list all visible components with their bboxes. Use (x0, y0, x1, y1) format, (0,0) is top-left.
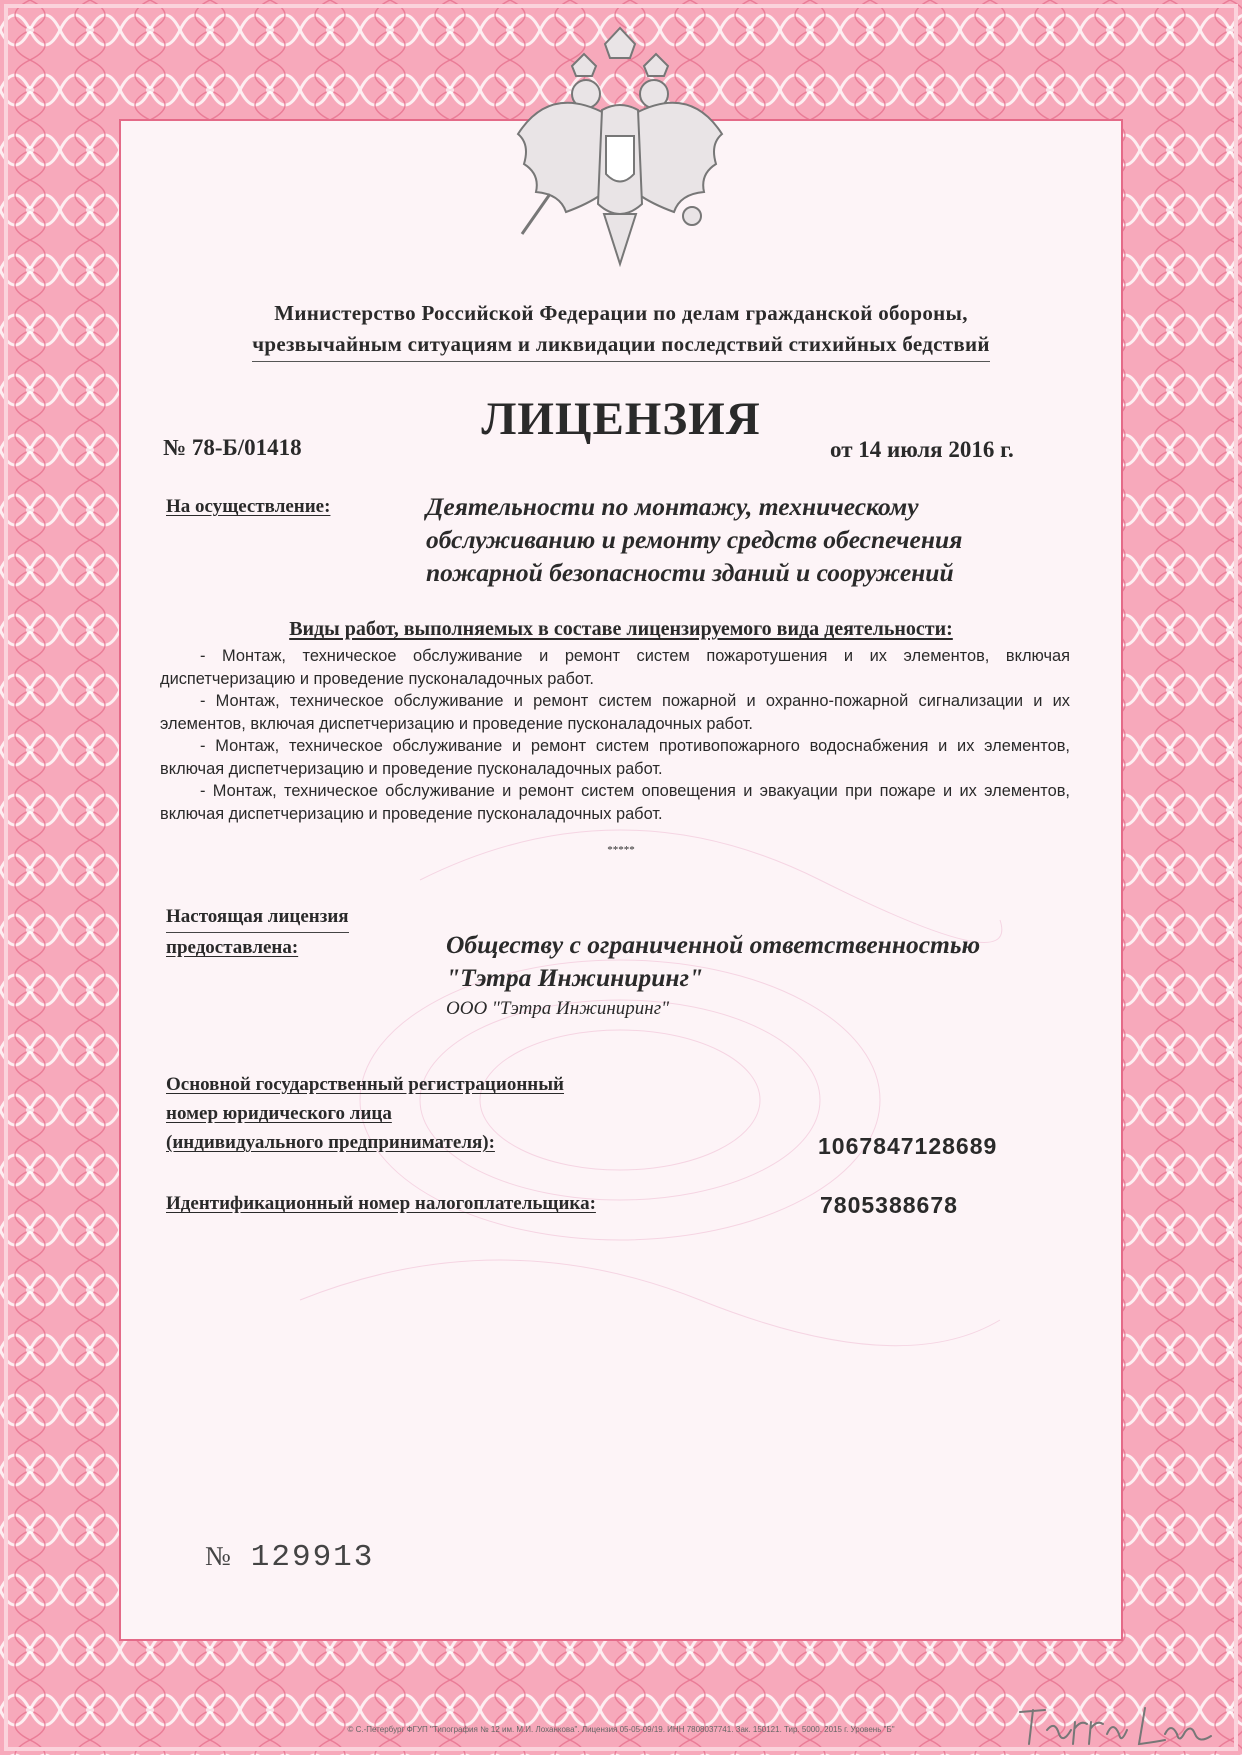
ogrn-label-line-1: Основной государственный регистрационный (166, 1074, 565, 1095)
licensee-name-line-1: Обществу с ограниченной ответственностью (446, 930, 981, 959)
licensee-name-line-2: "Тэтра Инжиниринг" (446, 963, 704, 992)
coat-of-arms-emblem (510, 24, 730, 274)
handwritten-signature (1015, 1700, 1215, 1750)
ogrn-label-line-3: (индивидуального предпринимателя): (166, 1132, 495, 1153)
ogrn-value: 1067847128689 (818, 1133, 998, 1159)
work-item: - Монтаж, техническое обслуживание и ремонт систем противопожарного водоснабжения и их элементов, включая диспетчеризацию и проведение пусконаладочных работ. (160, 737, 1070, 778)
works-heading: Виды работ, выполняемых в составе лицензируемого вида деятельности: (289, 618, 953, 640)
ogrn-label (166, 1070, 564, 1157)
granted-label (166, 902, 349, 963)
document-title: ЛИЦЕНЗИЯ (481, 393, 761, 445)
inn-value: 7805388678 (820, 1192, 958, 1218)
license-number: № 78-Б/01418 (163, 435, 302, 460)
separator-stars: ***** (607, 844, 635, 856)
ogrn-label-line-2: номер юридического лица (166, 1103, 392, 1124)
granted-label-line-1: Настоящая лицензия (166, 902, 349, 933)
ministry-line-2: чрезвычайным ситуациям и ликвидации последствий стихийных бедствий (252, 329, 990, 362)
granted-label-line-2: предоставлена: (166, 937, 299, 958)
activity-line-3: пожарной безопасности зданий и сооружений (426, 558, 954, 587)
activity-description (426, 490, 1086, 589)
activity-line-2: обслуживанию и ремонту средств обеспечения (426, 525, 963, 554)
licensee-name (446, 928, 980, 994)
license-date: от 14 июля 2016 г. (830, 437, 1014, 462)
ministry-line-1: Министерство Российской Федерации по делам гражданской обороны, (274, 301, 968, 325)
work-item: - Монтаж, техническое обслуживание и ремонт систем пожаротушения и их элементов, включая диспетчеризацию и проведение пусконаладочных работ. (160, 647, 1070, 688)
activity-line-1: Деятельности по монтажу, техническому (426, 492, 919, 521)
number-sign: № (205, 1541, 233, 1571)
activity-label: На осуществление: (166, 496, 331, 517)
work-item: - Монтаж, техническое обслуживание и ремонт систем пожарной и охранно-пожарной сигнализации и их элементов, включая диспетчеризацию и проведение пусконаладочных работ. (160, 692, 1070, 733)
licensee-short-name: ООО "Тэтра Инжиниринг" (446, 998, 670, 1019)
ministry-header (0, 298, 1242, 362)
inn-label: Идентификационный номер налогоплательщика: (166, 1193, 596, 1214)
blank-number-value: 129913 (250, 1540, 375, 1575)
printer-footer: © С.-Петербург ФГУП "Типография № 12 им. М.И. Лоханкова". Лицензия 05-05-09/19. ИНН 7808037741. Зак. 150121. Тир. 5000. 2015 г. Уровень "Б" (347, 1725, 895, 1734)
work-item: - Монтаж, техническое обслуживание и ремонт систем оповещения и эвакуации при пожаре и их элементов, включая диспетчеризацию и проведение пусконаладочных работ. (160, 782, 1070, 823)
works-list (160, 645, 1070, 825)
blank-number (205, 1540, 374, 1575)
